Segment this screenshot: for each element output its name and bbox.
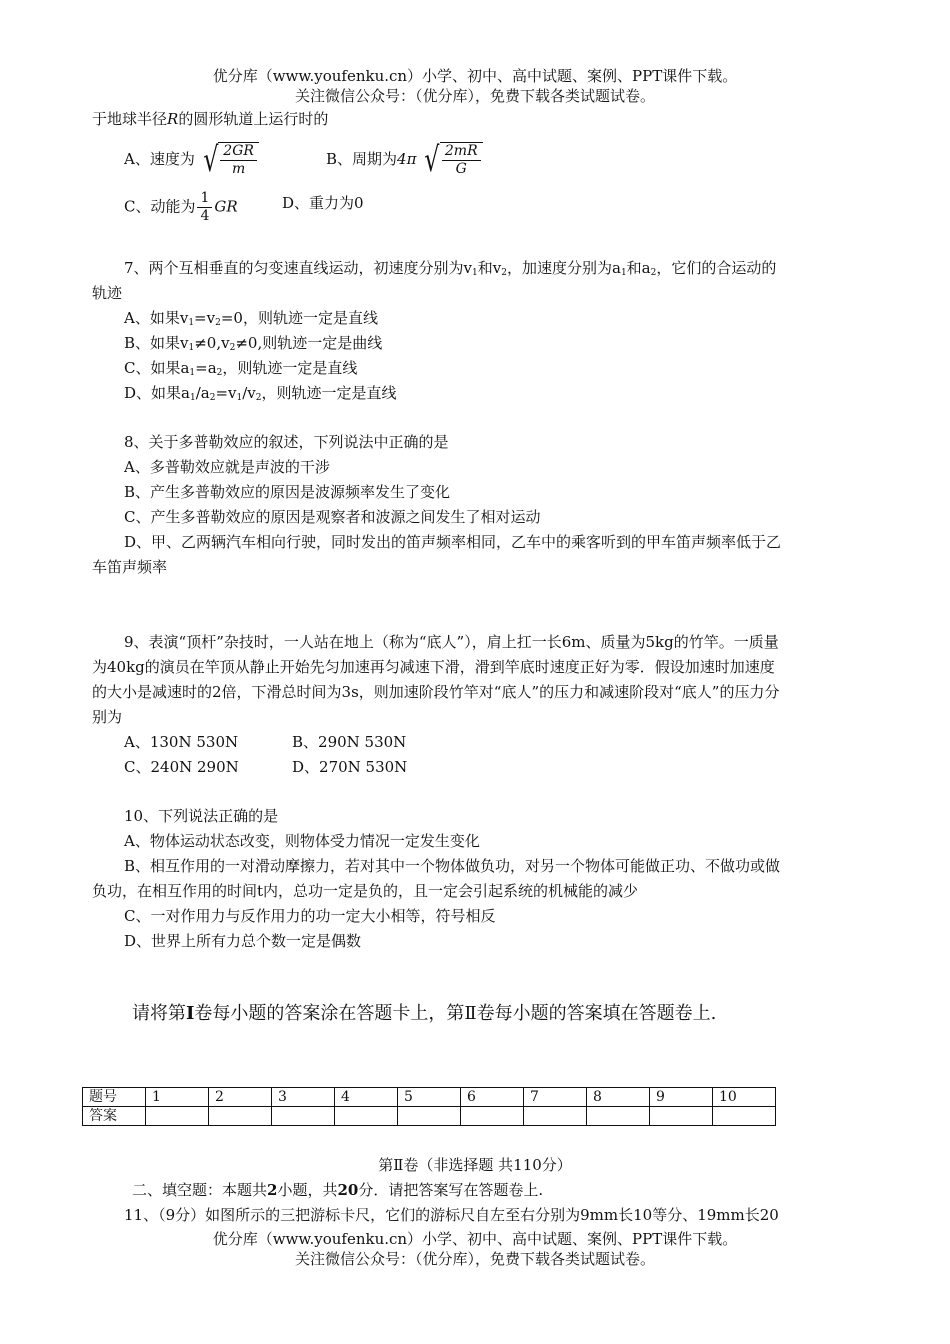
answer-cell[interactable] — [587, 1107, 650, 1126]
q9-option-c: C、240N 290N — [124, 758, 239, 776]
q8-option-d-line2: 车笛声频率 — [92, 558, 168, 576]
q10-option-b-line2: 负功，在相互作用的时间t内，总功一定是负的，且一定会引起系统的机械能的减少 — [92, 882, 639, 900]
q7-stem-line2: 轨迹 — [92, 284, 123, 302]
table-cell-number: 3 — [272, 1088, 335, 1107]
q6-option-d: D、重力为0 — [282, 194, 364, 212]
table-cell-number: 9 — [650, 1088, 713, 1107]
q6-option-c: C、动能为 $\frac{1}{4}$ GR — [124, 190, 238, 224]
answer-cell[interactable] — [335, 1107, 398, 1126]
q8-option-b: B、产生多普勒效应的原因是波源频率发生了变化 — [124, 483, 451, 501]
q8-option-c: C、产生多普勒效应的原因是观察者和波源之间发生了相对运动 — [124, 508, 541, 526]
part2-title: 第Ⅱ卷（非选择题 共110分） — [378, 1156, 572, 1174]
q6-option-a: A、速度为 √ $\frac{2GR}{m}$ — [124, 142, 259, 178]
answer-cell[interactable] — [209, 1107, 272, 1126]
q7-option-d: D、如果$a_1/a_2=v_1/v_2$，则轨迹一定是直线 — [124, 384, 397, 403]
q6-option-b: B、周期为4π √ $\frac{2mR}{G}$ — [326, 142, 483, 178]
q9-option-b: B、290N 530N — [292, 733, 407, 751]
q8-option-a: A、多普勒效应就是声波的干涉 — [124, 458, 330, 476]
answer-cell[interactable] — [713, 1107, 776, 1126]
q7-option-a: A、如果$v_1=v_2=0$，则轨迹一定是直线 — [124, 309, 378, 328]
table-cell-number: 6 — [461, 1088, 524, 1107]
answer-cell[interactable] — [524, 1107, 587, 1126]
q10-option-c: C、一对作用力与反作用力的功一定大小相等，符号相反 — [124, 907, 496, 925]
footer-line-2: 关注微信公众号：（优分库），免费下载各类试题试卷。 — [294, 1250, 655, 1268]
q7-option-b: B、如果$v_1\ne 0,v_2\ne 0$,则轨迹一定是曲线 — [124, 334, 383, 353]
table-row — [83, 1107, 776, 1126]
answer-table — [82, 1087, 776, 1126]
table-cell-number: 2 — [209, 1088, 272, 1107]
q10-option-a: A、物体运动状态改变，则物体受力情况一定发生变化 — [124, 832, 480, 850]
table-cell-number: 4 — [335, 1088, 398, 1107]
q6-stem: 于地球半径R的圆形轨道上运行时的 — [92, 110, 329, 128]
q7-stem: 7、两个互相垂直的匀变速直线运动，初速度分别为$v_1$和$v_2$，加速度分别为$a_1$和$a_2$，它们的合运动的 — [124, 259, 777, 278]
fill-in-section-heading: 二、填空题：本题共2小题，共20分．请把答案写在答题卷上. — [132, 1181, 544, 1199]
q9-stem-line1: 9、表演“顶杆”杂技时，一人站在地上（称为“底人”），肩上扛一长6m、质量为5kg的竹竿。一质量 — [124, 633, 779, 651]
header-line-2: 关注微信公众号：（优分库），免费下载各类试题试卷。 — [294, 87, 655, 105]
answer-cell[interactable] — [272, 1107, 335, 1126]
q8-stem: 8、关于多普勒效应的叙述，下列说法中正确的是 — [124, 433, 449, 451]
q9-option-a: A、130N 530N — [124, 733, 239, 751]
q10-option-d: D、世界上所有力总个数一定是偶数 — [124, 932, 362, 950]
header-line-1: 优分库（www.youfenku.cn）小学、初中、高中试题、案例、PPT课件下载。 — [212, 67, 738, 85]
q11-stem: 11、（9分）如图所示的三把游标卡尺，它们的游标尺自左至右分别为9mm长10等分、19mm长20 — [124, 1206, 779, 1224]
q7-option-c: C、如果$a_1=a_2$，则轨迹一定是直线 — [124, 359, 358, 378]
q10-stem: 10、下列说法正确的是 — [124, 807, 279, 825]
answer-cell[interactable] — [146, 1107, 209, 1126]
sqrt-symbol: √ $\frac{2GR}{m}$ — [200, 142, 259, 178]
table-cell-label: 答案 — [83, 1107, 146, 1126]
sqrt-symbol: √ $\frac{2mR}{G}$ — [421, 142, 482, 178]
q9-option-d: D、270N 530N — [292, 758, 408, 776]
table-cell-number: 1 — [146, 1088, 209, 1107]
answer-cell[interactable] — [398, 1107, 461, 1126]
footer-line-1: 优分库（www.youfenku.cn）小学、初中、高中试题、案例、PPT课件下载。 — [212, 1230, 738, 1248]
table-cell-number: 10 — [713, 1088, 776, 1107]
table-cell-number: 8 — [587, 1088, 650, 1107]
answer-cell[interactable] — [650, 1107, 713, 1126]
table-cell-label: 题号 — [83, 1088, 146, 1107]
q9-stem-line2: 为40kg的演员在竿顶从静止开始先匀加速再匀减速下滑，滑到竿底时速度正好为零．假设加速时加速度 — [92, 658, 775, 676]
answer-instruction: 请将第I卷每小题的答案涂在答题卡上，第Ⅱ卷每小题的答案填在答题卷上. — [132, 1003, 717, 1024]
q8-option-d: D、甲、乙两辆汽车相向行驶，同时发出的笛声频率相同，乙车中的乘客听到的甲车笛声频率低于乙 — [124, 533, 782, 551]
table-cell-number: 5 — [398, 1088, 461, 1107]
q9-stem-line4: 别为 — [92, 708, 123, 726]
answer-cell[interactable] — [461, 1107, 524, 1126]
q9-stem-line3: 的大小是减速时的2倍，下滑总时间为3s，则加速阶段竹竿对“底人”的压力和减速阶段对“底人”的压力分 — [92, 683, 780, 701]
table-row — [83, 1088, 776, 1107]
table-cell-number: 7 — [524, 1088, 587, 1107]
q10-option-b: B、相互作用的一对滑动摩擦力，若对其中一个物体做负功，对另一个物体可能做正功、不做功或做 — [124, 857, 781, 875]
